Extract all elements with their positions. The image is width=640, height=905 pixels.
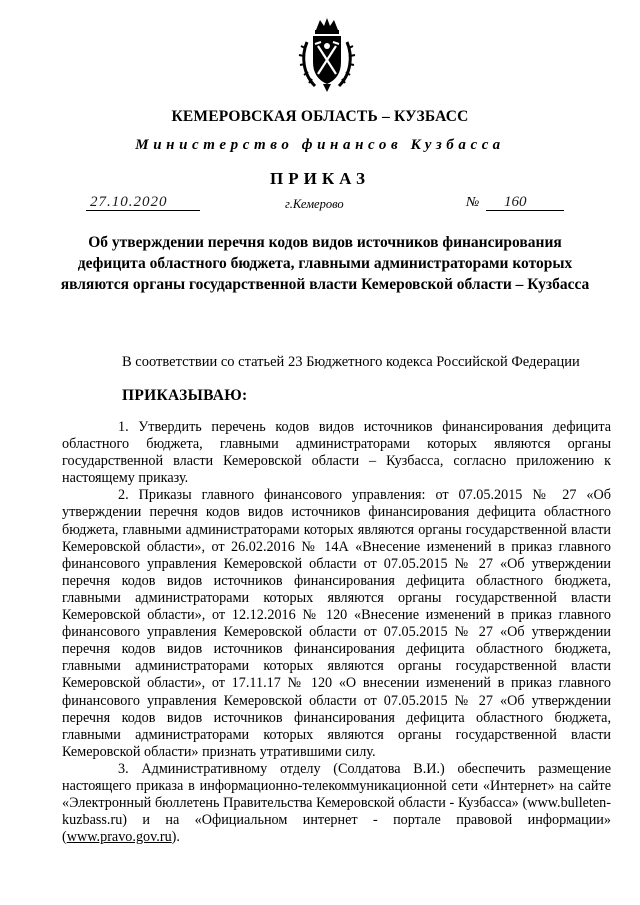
coat-of-arms-icon (297, 16, 357, 96)
order-place: г.Кемерово (285, 197, 344, 211)
order-date: 27.10.2020 (86, 194, 200, 211)
preamble: В соответствии со статьей 23 Бюджетного кодекса Российской Федерации (122, 354, 580, 370)
order-number: 160 (486, 194, 564, 211)
document-title: Об утверждении перечня кодов видов источников финансирования дефицита областного бюджета, главными администраторами которых являются органы государственной власти Кемеровской области – Кузбасса (60, 234, 590, 293)
ministry-heading: Министерство финансов Кузбасса (135, 137, 505, 153)
document-type: ПРИКАЗ (270, 169, 370, 188)
item-2: 2. Приказы главного финансового управления: от 07.05.2015 № 27 «Об утверждении перечня кодов видов источников финансирования дефицита областного бюджета, главными администраторами которых являются органы государственной власти Кемеровской области», от 26.02.2016 № 14А «Внесение изменений в приказ главного финансового управления Кемеровской области от 07.05.2015 № 27 «Об утверждении перечня кодов видов источников финансирования дефицита областного бюджета, главными администраторами которых являются органы государственной власти Кемеровской области», от 12.12.2016 № 120 «Внесение изменений в приказ главного финансового управления Кемеровской области от 07.05.2015 № 27 «Об утверждении перечня кодов видов источников финансирования дефицита областного бюджета, главными администраторами которых являются органы государственной власти Кемеровской области», от 17.11.17 № 120 «О внесении изменений в приказ главного финансового управления Кемеровской области от 07.05.2015 № 27 «Об утверждении перечня кодов видов источников финансирования дефицита областного бюджета, главными администраторами которых являются органы государственной власти Кемеровской области» признать утратившими силу. (62, 487, 611, 760)
decree-heading: ПРИКАЗЫВАЮ: (122, 387, 248, 404)
item-3-text: 3. Административному отделу (Солдатова В.И.) обеспечить размещение настоящего приказа в информационно-телекоммуникационной сети «Интернет» на сайте «Электронный бюллетень Правительства Кемеровской области - Кузбасса» (www.bulleten-kuzbass.ru) и на «Официальном интернет - портале правовой информации» ( (62, 760, 611, 846)
region-heading: КЕМЕРОВСКАЯ ОБЛАСТЬ – КУЗБАСС (171, 108, 469, 125)
item-3-end: ). (171, 829, 180, 846)
document-body (62, 419, 611, 846)
pravo-link[interactable]: www.pravo.gov.ru (66, 829, 172, 846)
item-1: 1. Утвердить перечень кодов видов источников финансирования дефицита областного бюджета, главными администраторами которых являются органы государственной власти Кемеровской области – Кузбасса, согласно приложению к настоящему приказу. (62, 419, 611, 487)
number-sign: № (466, 195, 480, 210)
item-3 (62, 761, 611, 846)
